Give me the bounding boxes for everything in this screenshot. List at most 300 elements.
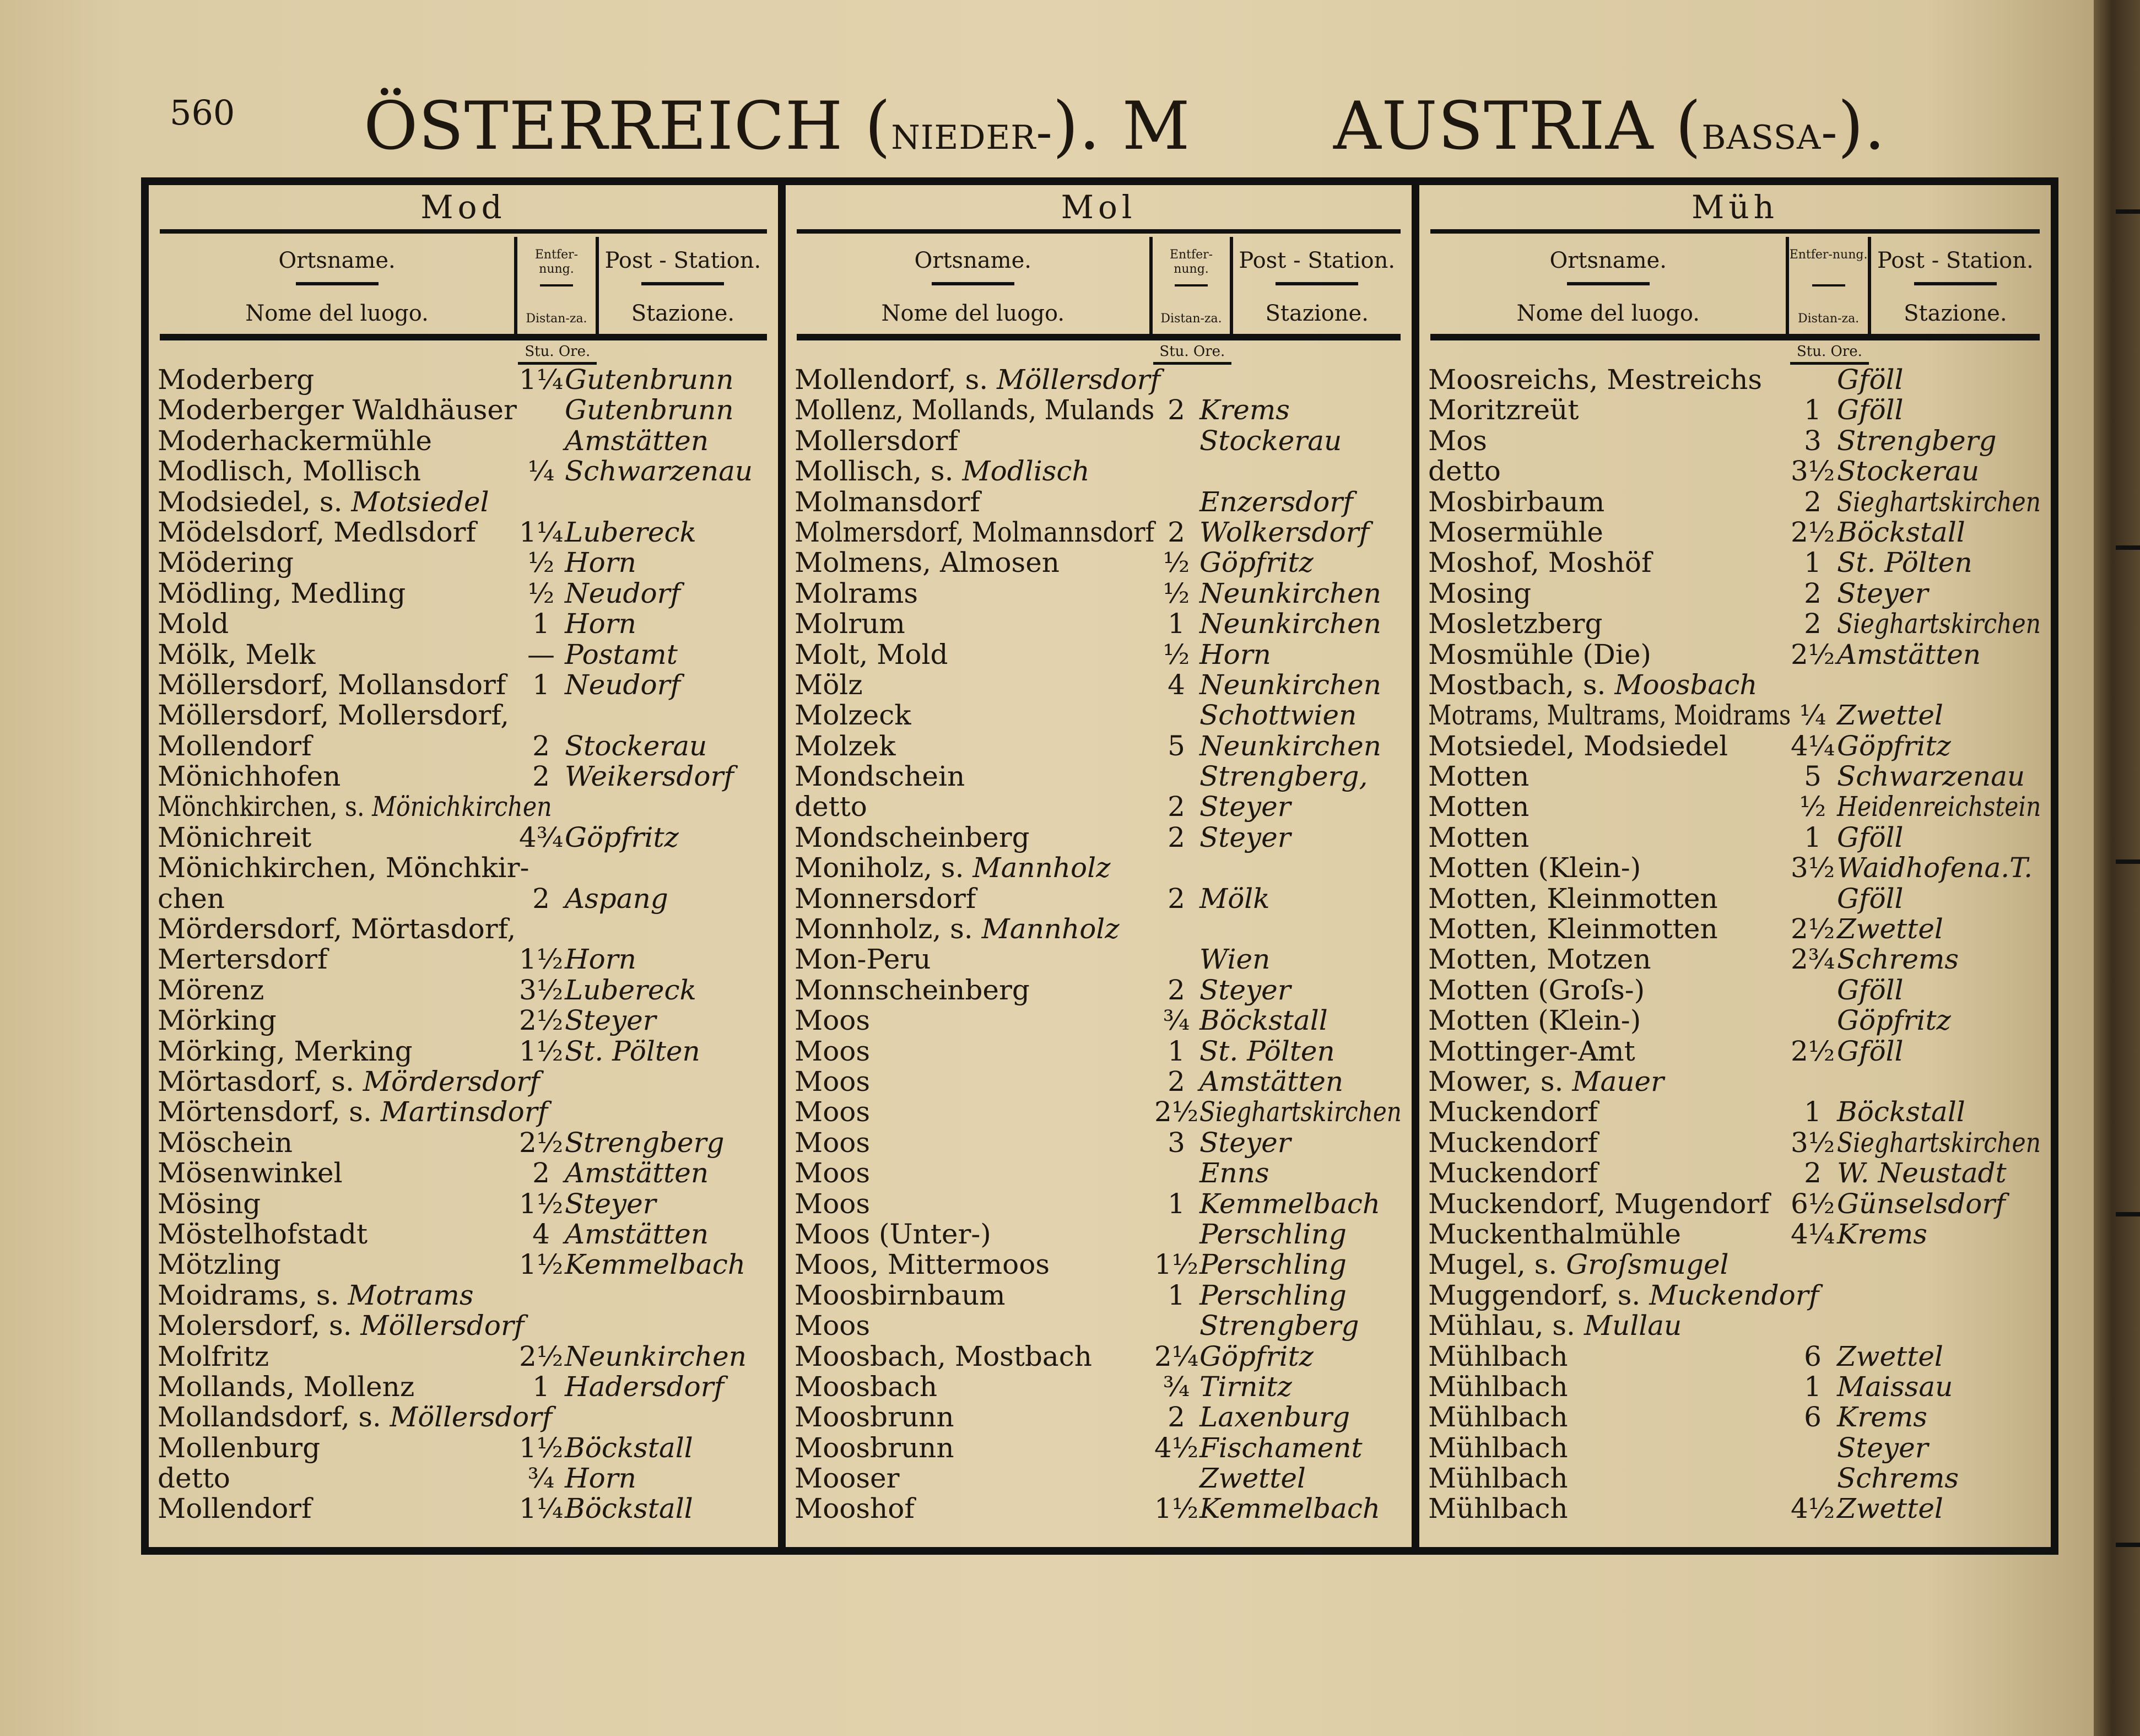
distance: 1 <box>1804 394 1822 426</box>
distance: — <box>527 638 555 670</box>
place-name-text: Motten (Klein-) <box>1428 1004 1641 1037</box>
post-station: Schwarzenau <box>565 455 753 488</box>
distance: 3½ <box>1791 455 1835 488</box>
place-name-text: Mollendorf, s. <box>795 364 988 396</box>
place-name <box>1428 1036 1635 1067</box>
place-name <box>795 609 905 639</box>
header-distance <box>514 237 599 334</box>
list-item <box>158 1433 770 1463</box>
distance: ¼ <box>1799 699 1826 732</box>
units-row <box>1430 340 2040 365</box>
list-item <box>1428 731 2043 761</box>
place-name-text: Muckenthalmühle <box>1428 1218 1681 1250</box>
place-name <box>1428 792 1529 822</box>
place-name <box>1428 914 1718 944</box>
header-post <box>1233 237 1401 334</box>
list-item <box>1428 884 2043 914</box>
place-name-text: Mollenz, Mollands, Mulands <box>795 394 1155 426</box>
list-item <box>158 395 770 425</box>
place-name-text: Mödling, Medling <box>158 577 406 609</box>
place-name <box>158 1036 413 1067</box>
column-header <box>1430 237 2040 340</box>
header-post-it: Stazione. <box>1265 301 1369 326</box>
list-item <box>795 395 1404 425</box>
place-name-text: Möschein <box>158 1126 293 1159</box>
post-station: Zwettel <box>1837 699 1943 732</box>
list-item <box>158 1005 770 1036</box>
place-name <box>1428 1097 1598 1127</box>
post-station: Amstätten <box>565 1157 709 1189</box>
list-item <box>795 365 1404 395</box>
distance: 2 <box>1804 485 1822 518</box>
distance: 1 <box>1168 1035 1185 1067</box>
list-item <box>1428 1342 2043 1372</box>
column-mod <box>149 185 778 1555</box>
distance: 4¾ <box>519 821 564 853</box>
list-item <box>795 792 1404 822</box>
header-distance-de: Entfer-nung. <box>1169 248 1213 276</box>
distance: 3 <box>1804 424 1822 457</box>
place-name <box>795 1342 1092 1372</box>
post-station: Böckstall <box>565 1492 693 1525</box>
list-item <box>158 609 770 639</box>
post-station: Neudorf <box>565 668 681 701</box>
place-name-text: Muckendorf <box>1428 1126 1598 1159</box>
column-letter: Mod <box>160 185 767 234</box>
place-name-text: Mörtensdorf, s. <box>158 1096 372 1128</box>
distance: 1½ <box>519 1431 564 1464</box>
header-name <box>1430 237 1786 334</box>
post-station: Schrems <box>1837 1462 1959 1495</box>
distance: 1¼ <box>519 364 564 396</box>
units-label: Stu. Ore. <box>1153 340 1231 365</box>
place-name <box>795 1311 870 1341</box>
place-name-text: Molfritz <box>158 1340 269 1372</box>
post-station: Kemmelbach <box>565 1248 746 1281</box>
place-name <box>1428 944 1651 975</box>
place-name-text: Mondschein <box>795 760 965 793</box>
place-name <box>158 944 327 975</box>
post-station: Stockerau <box>565 729 707 762</box>
place-name-text: Motten (Klein-) <box>1428 852 1641 884</box>
post-station: Schrems <box>1837 943 1959 976</box>
distance: 2 <box>532 882 550 915</box>
distance: 2 <box>1804 608 1822 640</box>
list-item <box>158 761 770 792</box>
post-station: Zwettel <box>1837 1340 1943 1372</box>
distance: 2½ <box>1791 1035 1835 1067</box>
place-name-text: Monnersdorf <box>795 882 976 915</box>
list-item <box>158 944 770 975</box>
post-station: Gföll <box>1837 821 1904 853</box>
list-item <box>158 823 770 853</box>
place-name <box>158 884 225 914</box>
distance: 4½ <box>1154 1431 1199 1464</box>
place-name-text: Muggendorf, s. <box>1428 1279 1641 1311</box>
list-item <box>158 548 770 578</box>
place-name-text: Molmens, Almosen <box>795 547 1060 579</box>
post-station: Göpfritz <box>1199 1340 1314 1372</box>
header-rule <box>1276 282 1358 285</box>
list-item <box>1428 365 2043 395</box>
post-station: Neunkirchen <box>1199 608 1381 640</box>
place-name <box>1428 365 1762 395</box>
list-item <box>158 640 770 670</box>
place-name-text: Mörtasdorf, s. <box>158 1065 354 1097</box>
place-name <box>1428 1494 1568 1524</box>
distance: 1 <box>532 668 550 701</box>
header-rule <box>1812 284 1845 286</box>
place-name-text: Mosing <box>1428 577 1532 609</box>
header-distance-de: Entfer-nung. <box>534 248 579 276</box>
list-item <box>158 1280 770 1311</box>
list-item <box>158 1342 770 1372</box>
place-name <box>1428 1463 1568 1494</box>
place-name <box>158 792 552 822</box>
distance: 5 <box>1168 729 1185 762</box>
list-item <box>1428 944 2043 975</box>
title-italian <box>1333 88 1885 165</box>
place-name <box>158 1097 548 1127</box>
post-station: Böckstall <box>1837 1096 1965 1128</box>
post-station: Neunkirchen <box>1199 668 1381 701</box>
cross-reference: Mördersdorf <box>363 1065 540 1097</box>
post-station: Krems <box>1837 1401 1927 1434</box>
list-item <box>158 1158 770 1188</box>
list-item <box>795 548 1404 578</box>
distance: 2½ <box>1791 516 1835 548</box>
list-item <box>795 1494 1404 1524</box>
post-station: Sieghartskirchen <box>1837 608 2041 640</box>
list-item <box>1428 395 2043 425</box>
list-item <box>795 609 1404 639</box>
place-name <box>795 1372 937 1402</box>
place-name <box>1428 853 1641 883</box>
list-item <box>795 823 1404 853</box>
place-name <box>158 578 406 609</box>
post-station: Weikersdorf <box>565 760 734 793</box>
place-name <box>158 1311 524 1341</box>
distance: 4 <box>1168 668 1185 701</box>
distance: 1 <box>532 608 550 640</box>
post-station: Maissau <box>1837 1370 1953 1403</box>
place-name-text: Moosbrunn <box>795 1431 954 1464</box>
distance: ¼ <box>527 455 555 488</box>
post-station: Amstätten <box>1199 1065 1344 1097</box>
distance: ½ <box>1163 638 1190 670</box>
post-station: Steyer <box>565 1187 656 1220</box>
list-item <box>1428 609 2043 639</box>
place-name-text: Mörenz <box>158 974 264 1006</box>
distance: 1 <box>532 1370 550 1403</box>
post-station: Sieghartskirchen <box>1199 1096 1402 1128</box>
list-item <box>1428 517 2043 548</box>
title-german-end: ). M <box>1052 88 1191 165</box>
place-name <box>795 1036 870 1067</box>
post-station: Göpfritz <box>565 821 679 853</box>
distance: 6 <box>1804 1340 1822 1372</box>
distance: 1 <box>1168 1279 1185 1311</box>
place-name <box>1428 731 1728 761</box>
distance: 1½ <box>1154 1248 1199 1281</box>
header-post-it: Stazione. <box>1904 301 2007 326</box>
distance: 1¼ <box>519 1492 564 1525</box>
distance: 2 <box>1168 791 1185 823</box>
place-name <box>158 1219 368 1250</box>
cross-reference: Motsiedel <box>351 485 489 518</box>
place-name <box>158 487 489 517</box>
place-name <box>1428 1067 1664 1097</box>
distance: 1½ <box>1154 1492 1199 1525</box>
header-distance-it: Distan-za. <box>1160 312 1222 326</box>
place-name-text: Mugel, s. <box>1428 1248 1558 1281</box>
place-name-text: Mold <box>158 608 229 640</box>
list-item <box>1428 426 2043 456</box>
units-row <box>797 340 1401 365</box>
place-name <box>158 640 315 670</box>
place-name <box>1428 395 1579 425</box>
post-station: Horn <box>565 547 636 579</box>
header-post <box>599 237 767 334</box>
header-name <box>160 237 514 334</box>
place-name <box>795 700 911 731</box>
post-station: Schottwien <box>1199 699 1357 732</box>
post-station: Steyer <box>1199 821 1291 853</box>
post-station: Tirnitz <box>1199 1370 1292 1403</box>
post-station: Zwettel <box>1837 1492 1943 1525</box>
list-item <box>795 1463 1404 1494</box>
column-letter: Mol <box>797 185 1401 234</box>
list-item <box>1428 1280 2043 1311</box>
post-station: Heidenreichstein <box>1837 791 2041 823</box>
place-name <box>795 1280 1006 1311</box>
place-name <box>795 1494 915 1524</box>
place-name-text: Muckendorf <box>1428 1096 1598 1128</box>
post-station: Amstätten <box>565 1218 709 1250</box>
distance: ½ <box>1163 577 1190 609</box>
distance: 4 <box>532 1218 550 1250</box>
header-name-de: Ortsname. <box>278 248 396 273</box>
units-label: Stu. Ore. <box>1790 340 1869 365</box>
distance: 2½ <box>1154 1096 1199 1128</box>
title-italian-end: ). <box>1838 88 1886 165</box>
place-name <box>158 670 506 700</box>
place-name <box>158 1372 414 1402</box>
place-name-text: Mönchkirchen, s. <box>158 791 365 823</box>
place-name-text: Mollendorf <box>158 1492 312 1525</box>
place-name <box>795 365 1160 395</box>
place-name-text: Molrum <box>795 608 905 640</box>
place-name <box>795 1158 870 1188</box>
list-item <box>1428 1372 2043 1402</box>
post-station: Kemmelbach <box>1199 1492 1381 1525</box>
place-name-text: Mos <box>1428 424 1487 457</box>
place-name-text: Mühlbach <box>1428 1462 1568 1495</box>
place-name <box>158 1342 269 1372</box>
distance: 1 <box>1804 1370 1822 1403</box>
edge-mark <box>2116 859 2140 864</box>
place-name <box>795 823 1030 853</box>
place-name <box>795 884 976 914</box>
post-station: Laxenburg <box>1199 1401 1350 1434</box>
header-rule <box>296 282 379 285</box>
list-item <box>795 517 1404 548</box>
edge-mark <box>2116 1543 2140 1547</box>
list-item <box>795 1036 1404 1067</box>
place-name <box>795 578 918 609</box>
post-station: Gutenbrunn <box>565 364 734 396</box>
list-item <box>158 1311 770 1341</box>
place-name <box>795 640 948 670</box>
post-station: Steyer <box>1199 791 1291 823</box>
list-item <box>1428 1005 2043 1036</box>
place-name <box>158 1494 312 1524</box>
distance: 2½ <box>519 1126 564 1159</box>
place-name <box>1428 1280 1819 1311</box>
list-item <box>795 1128 1404 1158</box>
post-station: Wolkersdorf <box>1199 516 1370 548</box>
place-name-text: Moos <box>795 1310 871 1342</box>
list-item <box>158 670 770 700</box>
list-item <box>158 1219 770 1250</box>
place-name <box>795 1433 954 1463</box>
place-name-text: Mosletzberg <box>1428 608 1603 640</box>
post-station: Horn <box>565 608 636 640</box>
place-name-text: Mörking, Merking <box>158 1035 413 1067</box>
list-item <box>795 456 1404 486</box>
column-muh <box>1419 185 2051 1555</box>
post-station: Steyer <box>1199 974 1291 1006</box>
post-station: Neunkirchen <box>1199 729 1381 762</box>
place-name <box>795 853 1110 883</box>
header-rule <box>932 282 1014 285</box>
header-post <box>1871 237 2040 334</box>
post-station: Perschling <box>1199 1279 1347 1311</box>
distance: ½ <box>527 577 555 609</box>
list-item <box>795 1372 1404 1402</box>
place-name-text: Motten, Kleinmotten <box>1428 882 1718 915</box>
units-row <box>160 340 767 365</box>
place-name <box>158 761 341 792</box>
place-name-text: Moos <box>795 1004 871 1037</box>
place-name-text: Molmansdorf <box>795 485 980 518</box>
place-name <box>795 1189 870 1219</box>
edge-mark <box>2116 209 2140 214</box>
place-name <box>158 1189 261 1219</box>
place-name-text: Mollersdorf <box>795 424 958 457</box>
place-name-text: Mödering <box>158 547 294 579</box>
column-divider <box>1412 185 1419 1555</box>
post-station: Aspang <box>565 882 668 915</box>
place-name-text: Moosbirnbaum <box>795 1279 1006 1311</box>
list-item <box>158 1402 770 1432</box>
post-station: Krems <box>1199 394 1290 426</box>
place-name <box>795 792 867 822</box>
list-item <box>795 731 1404 761</box>
post-station: Gutenbrunn <box>565 394 734 426</box>
place-name-text: Moosbach, Mostbach <box>795 1340 1092 1372</box>
place-name-text: Moos <box>795 1126 871 1159</box>
header-name-it: Nome del luogo. <box>881 301 1065 326</box>
place-name-text: Mösing <box>158 1187 261 1220</box>
distance: 1 <box>1804 821 1822 853</box>
cross-reference: Mauer <box>1572 1065 1665 1097</box>
place-name-text: Moosbrunn <box>795 1401 954 1434</box>
place-name-text: Moos, Mittermoos <box>795 1248 1050 1281</box>
post-station: Steyer <box>1837 1431 1928 1464</box>
place-name <box>1428 1219 1681 1250</box>
place-name <box>1428 640 1651 670</box>
cross-reference: Groſsmugel <box>1566 1248 1729 1281</box>
post-station: Mölk <box>1199 882 1270 915</box>
post-station: Steyer <box>1837 577 1928 609</box>
place-name-text: Möllersdorf, Mollansdorf <box>158 668 506 701</box>
place-name <box>158 426 432 456</box>
place-name <box>1428 609 1602 639</box>
place-name-text: Motten, Motzen <box>1428 943 1651 976</box>
place-name <box>158 975 264 1005</box>
list-item <box>158 1463 770 1494</box>
list-item <box>158 365 770 395</box>
distance: ½ <box>527 547 555 579</box>
list-item <box>1428 914 2043 944</box>
place-name-text: Molmersdorf, Molmannsdorf <box>795 516 1155 548</box>
list-item <box>1428 975 2043 1005</box>
distance: 1½ <box>519 1187 564 1220</box>
post-station: Perschling <box>1199 1218 1347 1250</box>
post-station: Gföll <box>1837 882 1904 915</box>
list-item <box>1428 1036 2043 1067</box>
place-name-text: Motten, Kleinmotten <box>1428 913 1718 945</box>
post-station: Hadersdorf <box>565 1370 725 1403</box>
list-item <box>1428 1128 2043 1158</box>
place-name <box>1428 1311 1682 1341</box>
post-station: Amstätten <box>1837 638 1981 670</box>
place-name <box>1428 1005 1641 1036</box>
place-name-text: Molzek <box>795 729 896 762</box>
cross-reference: Möllersdorf <box>997 364 1161 396</box>
next-page-edge <box>2094 0 2140 1736</box>
place-name <box>795 1097 870 1127</box>
distance: 6½ <box>1791 1187 1835 1220</box>
post-station: Lubereck <box>565 974 696 1006</box>
place-name-text: Mon-Peru <box>795 943 931 976</box>
list-item <box>1428 1463 2043 1494</box>
list-item <box>795 1219 1404 1250</box>
place-name <box>158 1067 540 1097</box>
title-german <box>364 88 1190 165</box>
list-item <box>795 1067 1404 1097</box>
list-item <box>795 670 1404 700</box>
distance: 6 <box>1804 1401 1822 1434</box>
list-item <box>1428 1067 2043 1097</box>
list-item <box>795 975 1404 1005</box>
header-name-it: Nome del luogo. <box>1516 301 1700 326</box>
post-station: Horn <box>565 1462 636 1495</box>
list-item <box>158 1250 770 1280</box>
column-divider <box>778 185 786 1555</box>
place-name-text: chen <box>158 882 225 915</box>
title-german-main: ÖSTERREICH ( <box>364 88 891 165</box>
header-distance-it: Distan-za. <box>1797 312 1860 326</box>
place-name-text: Moshof, Moshöf <box>1428 547 1652 579</box>
place-name <box>1428 1342 1568 1372</box>
place-name-text: Mühlbach <box>1428 1431 1568 1464</box>
place-name <box>1428 426 1487 456</box>
place-name <box>795 1463 900 1494</box>
distance: 2 <box>1804 1157 1822 1189</box>
header-name-de: Ortsname. <box>914 248 1031 273</box>
